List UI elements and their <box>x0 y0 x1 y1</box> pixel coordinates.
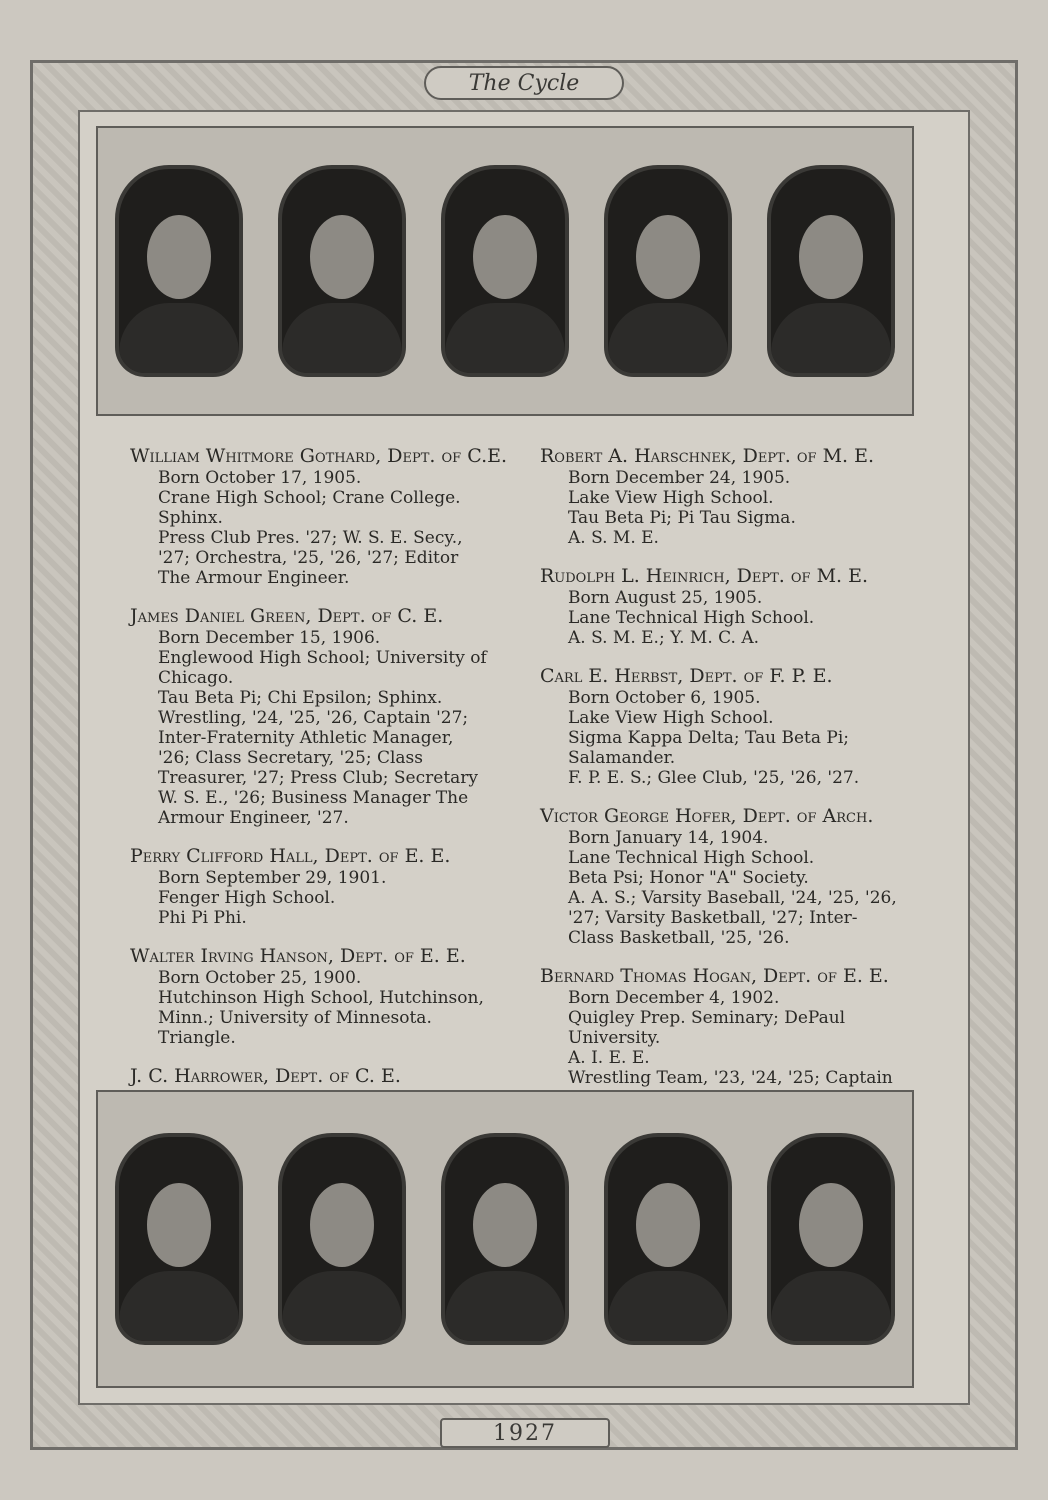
biography-line: Beta Psi; Honor "A" Society. <box>568 868 809 888</box>
biography-line: F. P. E. S.; Glee Club, '25, '26, '27. <box>568 768 860 788</box>
student-name: Rudolph L. Heinrich, Dept. of M. E. <box>540 565 869 587</box>
biography-entry <box>540 666 900 788</box>
biography-line: Born October 25, 1900. <box>158 968 362 988</box>
biography-entry <box>540 566 900 648</box>
biography-line: Press Club Pres. '27; W. S. E. Secy., '27; Orchestra, '25, '26, '27; Editor The Armour Engineer. <box>158 528 463 588</box>
biography-entry <box>540 966 900 1108</box>
student-name: Victor George Hofer, Dept. of Arch. <box>540 805 874 827</box>
portrait-strip-bottom <box>96 1090 914 1388</box>
biography-text <box>130 445 900 1088</box>
biography-line: Born August 25, 1905. <box>568 588 763 608</box>
biography-line: A. I. E. E. <box>568 1048 650 1068</box>
student-name: Walter Irving Hanson, Dept. of E. E. <box>130 945 466 967</box>
biography-line: Hutchinson High School, Hutchinson, Minn.; University of Minnesota. <box>158 988 484 1028</box>
footer-year: 1927 <box>440 1418 610 1448</box>
biography-line: Sphinx. <box>158 508 223 528</box>
biography-entry <box>130 846 490 928</box>
biography-line: Quigley Prep. Seminary; DePaul University. <box>568 1008 846 1048</box>
header-title: The Cycle <box>424 66 624 100</box>
biography-line: Born January 14, 1904. <box>568 828 769 848</box>
student-name: James Daniel Green, Dept. of C. E. <box>130 605 444 627</box>
portrait-photo <box>278 165 406 377</box>
biography-entry <box>130 606 490 828</box>
student-name: Robert A. Harschnek, Dept. of M. E. <box>540 445 875 467</box>
student-name: Bernard Thomas Hogan, Dept. of E. E. <box>540 965 889 987</box>
biography-line: Born September 29, 1901. <box>158 868 387 888</box>
student-name: Carl E. Herbst, Dept. of F. P. E. <box>540 665 833 687</box>
biography-line: Englewood High School; University of Chicago. <box>158 648 487 688</box>
portrait-photo <box>604 165 732 377</box>
portrait-photo <box>767 165 895 377</box>
biography-line: A. S. M. E.; Y. M. C. A. <box>568 628 760 648</box>
biography-line: Born December 24, 1905. <box>568 468 791 488</box>
biography-line: Fenger High School. <box>158 888 336 908</box>
biography-line: Born October 17, 1905. <box>158 468 362 488</box>
portrait-strip-top <box>96 126 914 416</box>
portrait-photo <box>115 165 243 377</box>
biography-line: Phi Pi Phi. <box>158 908 247 928</box>
portrait-photo <box>278 1133 406 1345</box>
biography-line: Lane Technical High School. <box>568 848 815 868</box>
biography-line: A. A. S.; Varsity Baseball, '24, '25, '26, '27; Varsity Basketball, '27; Inter-Class Basketball, '25, '26. <box>568 888 897 948</box>
biography-line: Lake View High School. <box>568 488 774 508</box>
biography-line: A. S. M. E. <box>568 528 659 548</box>
biography-entry <box>540 446 900 548</box>
biography-line: Tau Beta Pi; Pi Tau Sigma. <box>568 508 796 528</box>
biography-line: Wrestling Team, '23, '24, '25; Captain <box>568 1068 893 1088</box>
biography-line: Born October 6, 1905. <box>568 688 761 708</box>
biography-line: Lane Technical High School. <box>568 608 815 628</box>
portrait-photo <box>441 1133 569 1345</box>
portrait-photo <box>604 1133 732 1345</box>
biography-line: Lake View High School. <box>568 708 774 728</box>
biography-entry <box>130 445 508 588</box>
biography-line: Crane High School; Crane College. <box>158 488 461 508</box>
portrait-photo <box>441 165 569 377</box>
left-column <box>130 445 508 1087</box>
biography-entry <box>540 806 900 948</box>
right-column <box>540 445 900 1088</box>
student-name: J. C. Harrower, Dept. of C. E. <box>130 1065 401 1087</box>
biography-line: Triangle. <box>158 1028 236 1048</box>
biography-line: Tau Beta Pi; Chi Epsilon; Sphinx. <box>158 688 443 708</box>
student-name: Perry Clifford Hall, Dept. of E. E. <box>130 845 451 867</box>
portrait-photo <box>767 1133 895 1345</box>
portrait-photo <box>115 1133 243 1345</box>
biography-entry <box>130 946 490 1048</box>
biography-line: Sigma Kappa Delta; Tau Beta Pi; Salamander. <box>568 728 850 768</box>
biography-line: Born December 15, 1906. <box>158 628 381 648</box>
student-name: William Whitmore Gothard, Dept. of C.E. <box>130 445 508 467</box>
biography-line: Born December 4, 1902. <box>568 988 780 1008</box>
biography-line: Wrestling, '24, '25, '26, Captain '27; Inter-Fraternity Athletic Manager, '26; Class Secretary, '25; Class Treasurer, '27; Press Club; Secretary W. S. E., '26; Business Manager The Armour Engineer, '27. <box>158 708 479 828</box>
